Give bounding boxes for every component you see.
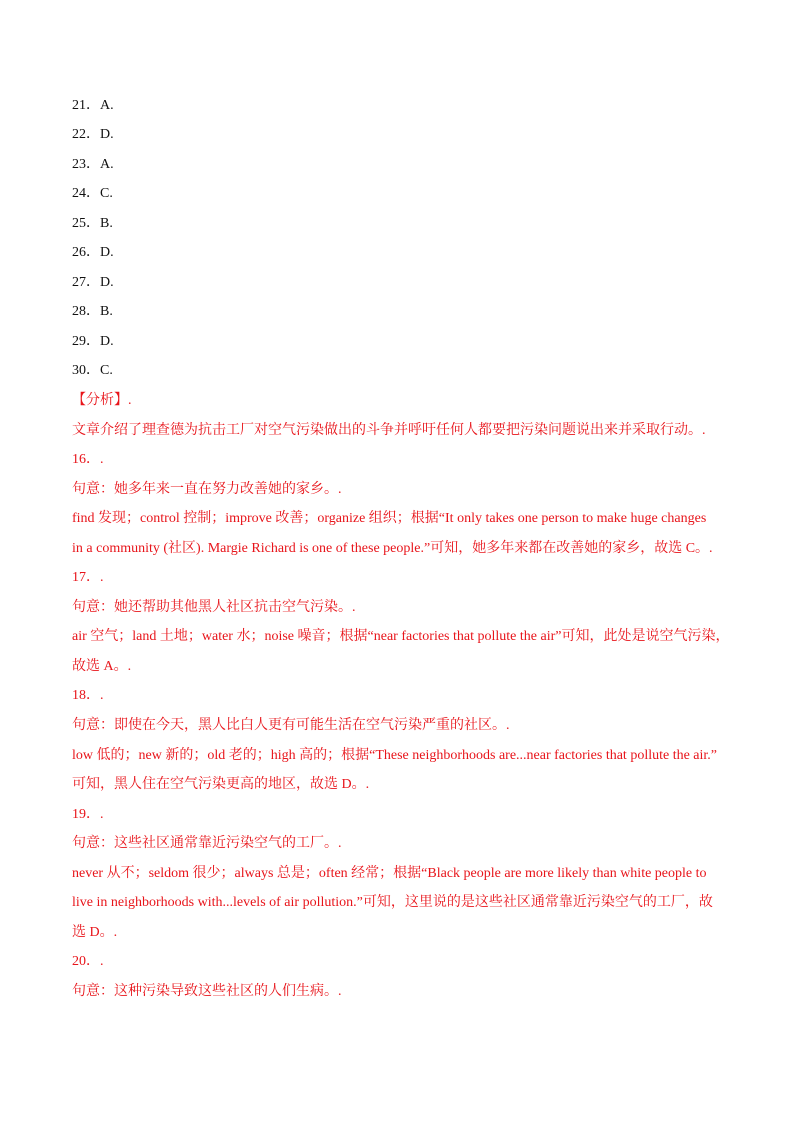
answer-29: 29．D.	[72, 334, 114, 349]
analysis-summary: 文章介绍了理查德为抗击工厂对空气污染做出的斗争并呼吁任何人都要把污染问题说出来并采取行动。.	[72, 423, 706, 438]
q19-explanation-line2: live in neighborhoods with...levels of air pollution.”可知，这里说的是这些社区通常靠近污染空气的工厂，故	[72, 895, 713, 910]
q16-number: 16．.	[72, 452, 104, 467]
q18-number: 18．.	[72, 688, 104, 703]
answer-23: 23．A.	[72, 157, 114, 172]
q18-explanation-line2: 可知，黑人住在空气污染更高的地区，故选 D。.	[72, 777, 370, 792]
answer-27: 27．D.	[72, 275, 114, 290]
answer-22: 22．D.	[72, 127, 114, 142]
q16-explanation-line2: in a community (社区). Margie Richard is one of these people.”可知，她多年来都在改善她的家乡，故选 C。.	[72, 541, 713, 556]
answer-26: 26．D.	[72, 245, 114, 260]
q16-meaning: 句意：她多年来一直在努力改善她的家乡。.	[72, 482, 342, 497]
q17-explanation-line1: air 空气；land 土地；water 水；noise 噪音；根据“near factories that pollute the air”可知，此处是说空气污染，	[72, 629, 730, 644]
q19-explanation-line1: never 从不；seldom 很少；always 总是；often 经常；根据“Black people are more likely than white people to	[72, 866, 707, 881]
q17-explanation-line2: 故选 A。.	[72, 659, 132, 674]
answer-24: 24．C.	[72, 186, 113, 201]
answer-21: 21．A.	[72, 98, 114, 113]
answer-28: 28．B.	[72, 304, 113, 319]
q18-explanation-line1: low 低的；new 新的；old 老的；high 高的；根据“These neighborhoods are...near factories that pollute the air.”	[72, 748, 718, 763]
q16-explanation-line1: find 发现；control 控制；improve 改善；organize 组织；根据“It only takes one person to make huge changes	[72, 511, 707, 526]
answer-30: 30．C.	[72, 363, 113, 378]
q20-number: 20．.	[72, 954, 104, 969]
q18-meaning: 句意：即使在今天，黑人比白人更有可能生活在空气污染严重的社区。.	[72, 718, 510, 733]
q20-meaning: 句意：这种污染导致这些社区的人们生病。.	[72, 984, 342, 999]
q19-meaning: 句意：这些社区通常靠近污染空气的工厂。.	[72, 836, 342, 851]
q19-number: 19．.	[72, 807, 104, 822]
q19-explanation-line3: 选 D。.	[72, 925, 118, 940]
answer-25: 25．B.	[72, 216, 113, 231]
q17-number: 17．.	[72, 570, 104, 585]
analysis-heading: 【分析】.	[72, 393, 132, 408]
q17-meaning: 句意：她还帮助其他黑人社区抗击空气污染。.	[72, 600, 356, 615]
